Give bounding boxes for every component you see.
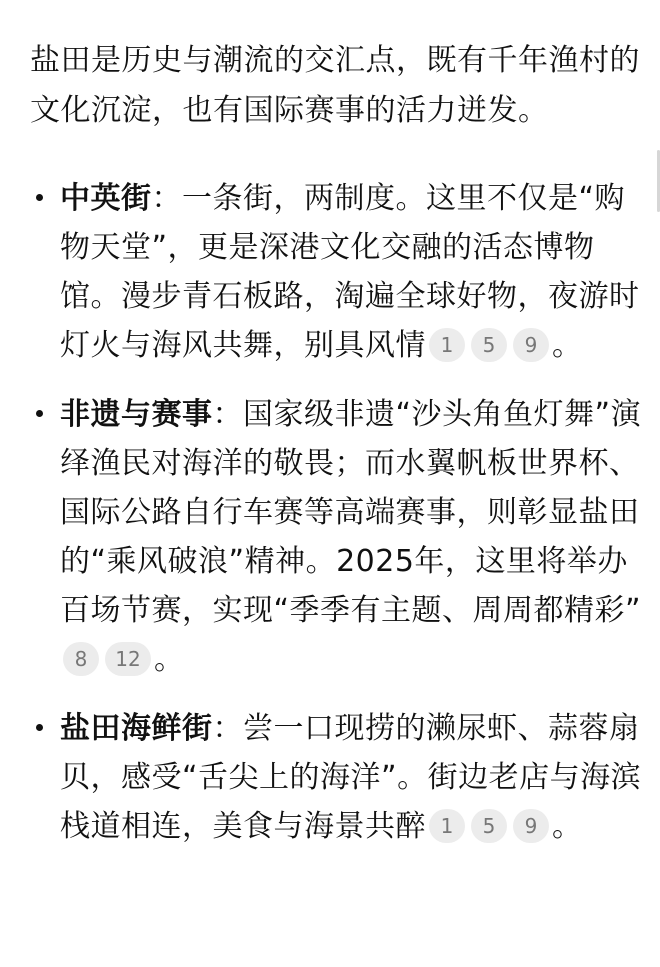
citation-badge[interactable]: 5 xyxy=(471,809,507,843)
citation-badge[interactable]: 9 xyxy=(513,328,549,362)
item-title: 非遗与赛事 xyxy=(60,397,213,432)
citation-badge[interactable]: 9 xyxy=(513,809,549,843)
list-item xyxy=(30,704,650,851)
article-content xyxy=(30,36,650,871)
citation-badge[interactable]: 1 xyxy=(429,809,465,843)
bullet-list xyxy=(30,174,650,851)
citation-badge[interactable]: 8 xyxy=(63,642,99,676)
item-colon: ： xyxy=(151,181,182,216)
item-text: 尝一口现捞的濑尿虾、蒜蓉扇贝，感受“舌尖上的海洋”。街边老店与海滨栈道相连，美食与海景共醉 xyxy=(60,711,642,844)
item-end: 。 xyxy=(552,328,583,363)
item-text: 国家级非遗“沙头角鱼灯舞”演绎渔民对海洋的敬畏；而水翼帆板世界杯、国际公路自行车赛等高端赛事，则彰显盐田的“乘风破浪”精神。2025年，这里将举办百场节赛，实现“季季有主题、周周都精彩” xyxy=(60,397,642,628)
item-title: 中英街 xyxy=(60,181,152,216)
list-item xyxy=(30,174,650,370)
citation-badge[interactable]: 5 xyxy=(471,328,507,362)
item-end: 。 xyxy=(552,809,583,844)
item-colon: ： xyxy=(212,711,243,746)
citation-badge[interactable]: 12 xyxy=(105,642,151,676)
list-item xyxy=(30,390,650,684)
item-text: 一条街，两制度。这里不仅是“购物天堂”，更是深港文化交融的活态博物馆。漫步青石板路，淘遍全球好物，夜游时灯火与海风共舞，别具风情 xyxy=(60,181,640,363)
citation-badge[interactable]: 1 xyxy=(429,328,465,362)
item-end: 。 xyxy=(154,642,185,677)
item-colon: ： xyxy=(212,397,243,432)
intro-paragraph: 盐田是历史与潮流的交汇点，既有千年渔村的文化沉淀，也有国际赛事的活力迸发。 xyxy=(30,43,640,128)
item-title: 盐田海鲜街 xyxy=(60,711,213,746)
